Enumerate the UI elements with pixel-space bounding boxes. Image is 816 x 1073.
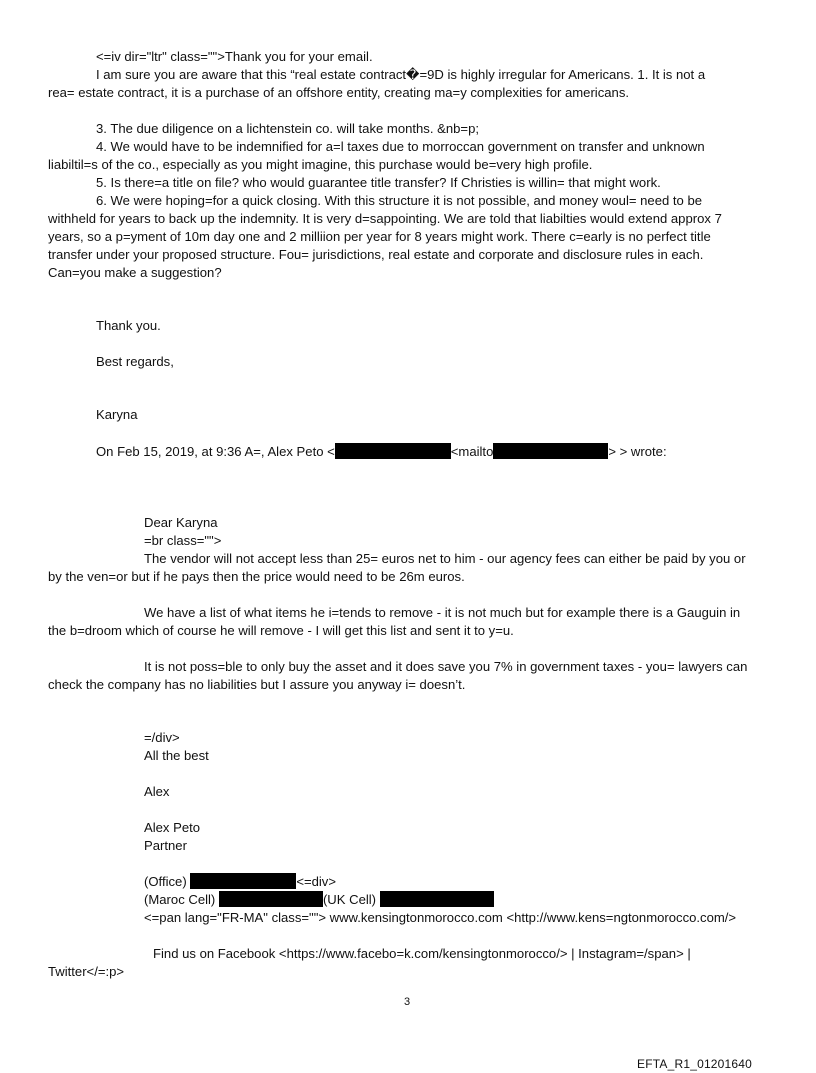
redaction-block [190, 873, 296, 889]
quoted-para-1-line-1: The vendor will not accept less than 25= euros net to him - our agency fees can either be paid by you or [144, 551, 746, 566]
reply-point-6-cont-4: Can=you make a suggestion? [48, 265, 222, 280]
office-label: (Office) [144, 874, 187, 889]
quoted-para-3-line-1: It is not poss=ble to only buy the asset and it does save you 7% in government taxes - you= lawyers can [144, 659, 748, 674]
quoted-greeting: Dear Karyna [144, 515, 218, 530]
quoted-title: Partner [144, 838, 187, 853]
redaction-block [380, 891, 494, 907]
reply-regards: Best regards, [96, 354, 174, 369]
reply-point-4-cont: liabiltil=s of the co., especially as you might imagine, this purchase would be=very high profile. [48, 157, 593, 172]
quoted-full-name: Alex Peto [144, 820, 201, 835]
redaction-block [335, 443, 451, 459]
quoted-closing: All the best [144, 748, 209, 763]
reply-point-6-cont-1: withheld for years to back up the indemnity. It is very d=sappointing. We are told that liabilties would extend approx 7 [48, 211, 722, 226]
quoted-para-2-line-1: We have a list of what items he i=tends to remove - it is not much but for example there is a Gauguin in [144, 605, 741, 620]
social-line-1: Find us on Facebook <https://www.facebo=k.com/kensingtonmorocco/> | Instagram=/span> | [153, 946, 691, 961]
social-line-2: Twitter</=:p> [48, 964, 125, 979]
page-number: 3 [404, 996, 411, 1008]
reply-point-6: 6. We were hoping=for a quick closing. With this structure it is not possible, and money woul= need to be [96, 193, 703, 208]
quoted-div-close: =/div> [144, 730, 180, 745]
reply-point-6-cont-3: transfer under your proposed structure. Fou= jurisdictions, real estate and corporate and disclosure rules in each. [48, 247, 704, 262]
office-line [144, 873, 336, 891]
redaction-block [493, 443, 608, 459]
reply-point-5: 5. Is there=a title on file? who would guarantee title transfer? If Christies is willin= that might work. [96, 175, 661, 190]
reply-point-4: 4. We would have to be indemnified for a=l taxes due to morroccan government on transfer and unknown [96, 139, 705, 154]
maroc-cell-label: (Maroc Cell) [144, 892, 216, 907]
reply-point-6-cont-2: years, so a p=yment of 10m day one and 2 milliion per year for 8 years might work. There c=early is no perfect title [48, 229, 711, 244]
quote-header-prefix: On Feb 15, 2019, at 9:36 A=, Alex Peto < [96, 444, 335, 459]
reply-point-3: 3. The due diligence on a lichtenstein co. will take months. &nb=p; [96, 121, 479, 136]
quoted-para-1-line-2: by the ven=or but if he pays then the price would need to be 26m euros. [48, 569, 465, 584]
reply-line-1: <=iv dir="ltr" class="">Thank you for your email. [96, 49, 373, 64]
quote-header [96, 443, 667, 461]
quote-header-suffix: > > wrote: [608, 444, 667, 459]
website-line: <=pan lang="FR-MA" class=""> www.kensingtonmorocco.com <http://www.kens=ngtonmorocco.com/> [144, 910, 737, 925]
redaction-block [219, 891, 323, 907]
quote-header-mailto: <mailto [450, 444, 494, 459]
uk-cell-label: (UK Cell) [322, 892, 377, 907]
reply-signature: Karyna [96, 407, 138, 422]
document-id: EFTA_R1_01201640 [637, 1057, 753, 1071]
quoted-para-3-line-2: check the company has no liabilities but I assure you anyway i= doesn’t. [48, 677, 466, 692]
reply-line-3: rea= estate contract, it is a purchase of an offshore entity, creating ma=y complexities for americans. [48, 85, 630, 100]
office-suffix: <=div> [296, 874, 337, 889]
quoted-br-tag: =br class=""> [144, 533, 222, 548]
reply-thanks: Thank you. [96, 318, 161, 333]
reply-line-2: I am sure you are aware that this “real estate contract�=9D is highly irregular for Americans. 1. It is not a [96, 67, 706, 82]
cell-line [144, 891, 494, 909]
quoted-para-2-line-2: the b=droom which of course he will remove - I will get this list and sent it to y=u. [48, 623, 514, 638]
quoted-name: Alex [144, 784, 170, 799]
